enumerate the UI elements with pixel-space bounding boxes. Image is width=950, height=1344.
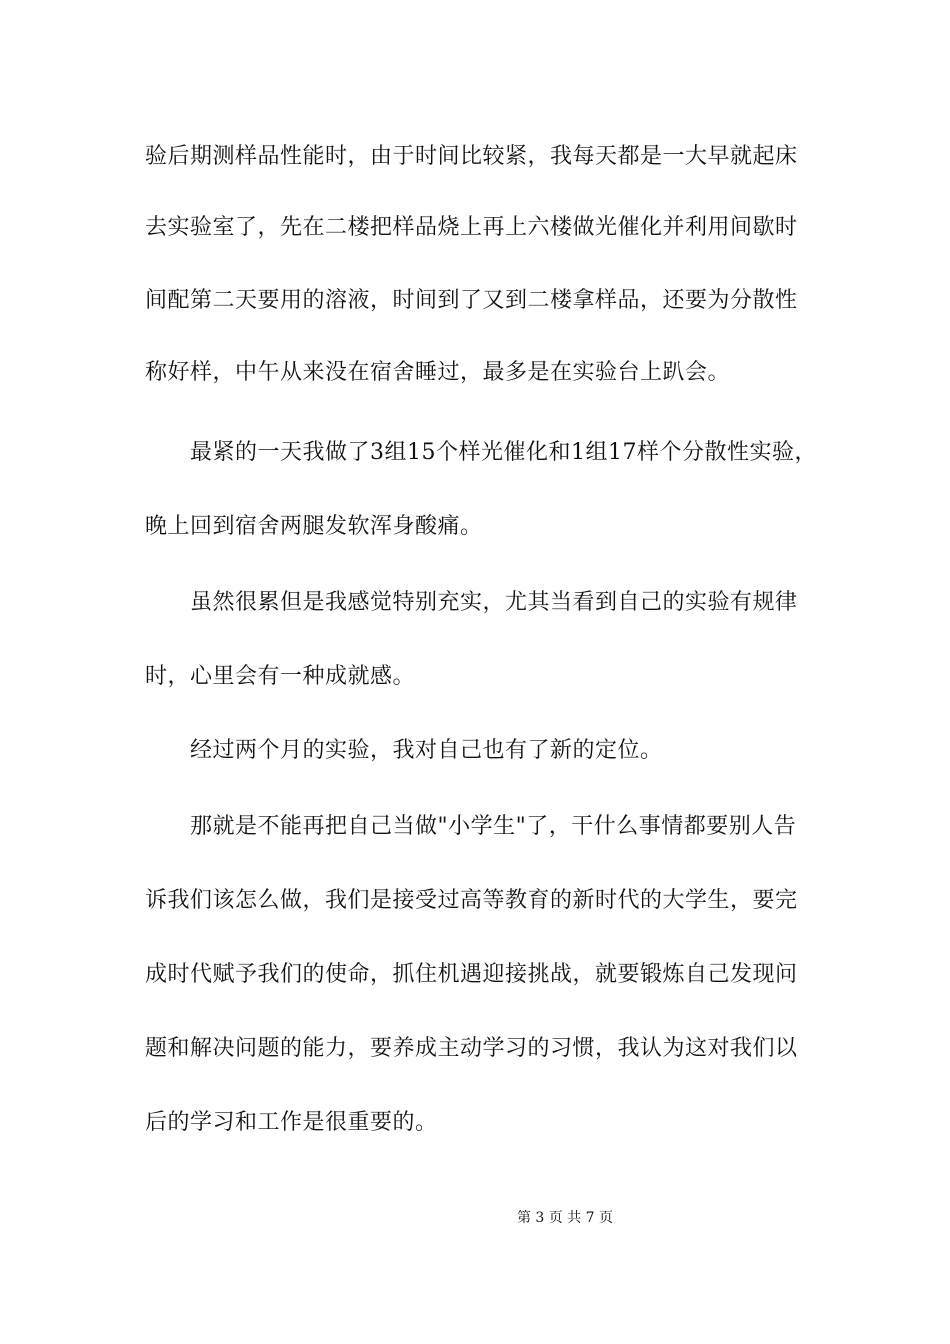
paragraph-line: 成时代赋予我们的使命，抓住机遇迎接挑战，就要锻炼自己发现问 bbox=[145, 962, 798, 987]
paragraph-line: 最紧的一天我做了3组15个样光催化和1组17样个分散性实验， bbox=[190, 440, 817, 465]
paragraph-line: 晚上回到宿舍两腿发软浑身酸痛。 bbox=[145, 514, 483, 539]
paragraph-line: 题和解决问题的能力，要养成主动学习的习惯，我认为这对我们以 bbox=[145, 1036, 798, 1061]
page-number-footer: 第 3 页 共 7 页 bbox=[516, 1210, 614, 1226]
paragraph-line: 间配第二天要用的溶液，时间到了又到二楼拿样品，还要为分散性 bbox=[145, 288, 798, 313]
paragraph-line: 后的学习和工作是很重要的。 bbox=[145, 1110, 438, 1135]
paragraph-line: 经过两个月的实验，我对自己也有了新的定位。 bbox=[190, 738, 663, 763]
paragraph-line: 那就是不能再把自己当做"小学生"了，干什么事情都要别人告 bbox=[190, 814, 797, 839]
paragraph-line: 称好样，中午从来没在宿舍睡过，最多是在实验台上趴会。 bbox=[145, 360, 731, 385]
paragraph-line: 验后期测样品性能时，由于时间比较紧，我每天都是一大早就起床 bbox=[145, 144, 798, 169]
paragraph-line: 时，心里会有一种成就感。 bbox=[145, 664, 416, 689]
paragraph-line: 去实验室了，先在二楼把样品烧上再上六楼做光催化并利用间歇时 bbox=[145, 215, 798, 240]
paragraph-line: 诉我们该怎么做，我们是接受过高等教育的新时代的大学生，要完 bbox=[145, 888, 798, 913]
paragraph-line: 虽然很累但是我感觉特别充实，尤其当看到自己的实验有规律 bbox=[190, 590, 798, 615]
